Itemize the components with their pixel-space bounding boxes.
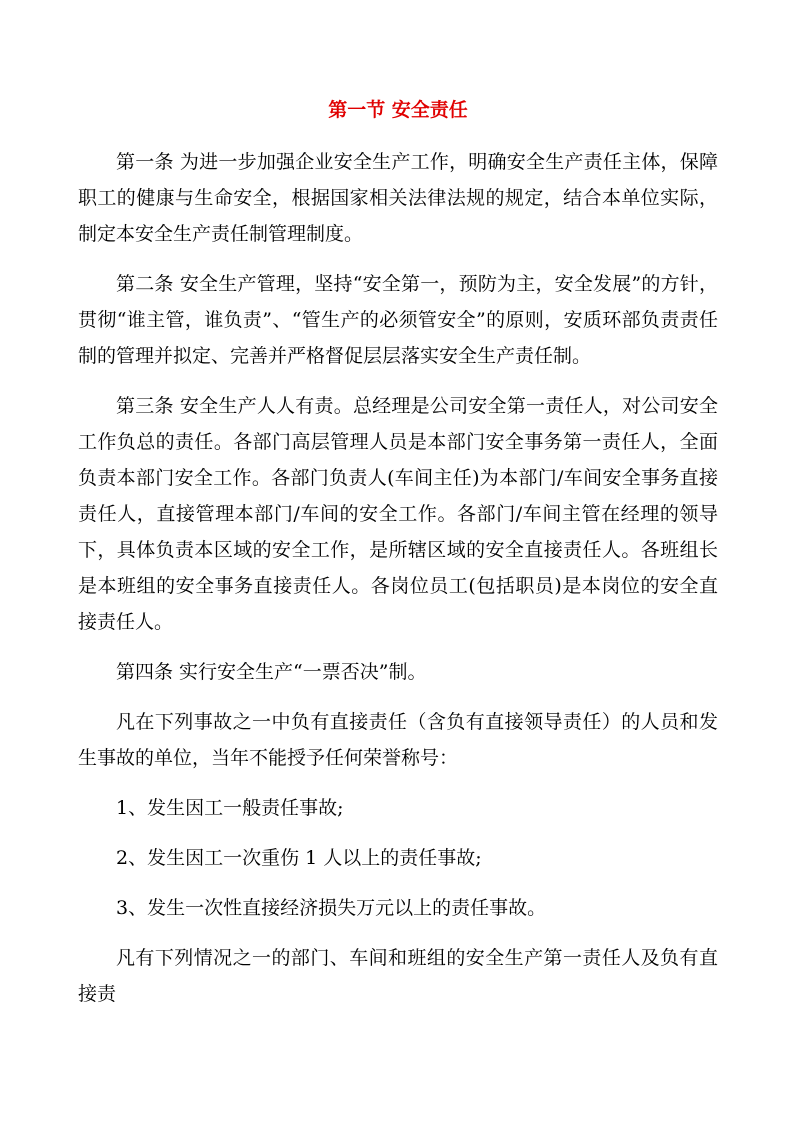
responsibility-paragraph-start: 凡有下列情况之一的部门、车间和班组的安全生产第一责任人及负有直接责 bbox=[78, 947, 718, 1005]
article-2-paragraph: 第二条 安全生产管理，坚持“安全第一，预防为主，安全发展”的方针，贯彻“谁主管，谁负责”、“管生产的必须管安全”的原则，安质环部负责责任制的管理并拟定、完善并严格督促层层落实安全生产责任制。 bbox=[78, 273, 718, 367]
honor-restriction-paragraph: 凡在下列事故之一中负有直接责任（含负有直接领导责任）的人员和发生事故的单位，当年不能授予任何荣誉称号： bbox=[78, 711, 718, 769]
article-4-paragraph: 第四条 实行安全生产“一票否决”制。 bbox=[116, 661, 427, 683]
list-item-2: 2、发生因工一次重伤 1 人以上的责任事故; bbox=[116, 847, 482, 869]
list-item-1: 1、发生因工一般责任事故; bbox=[116, 797, 344, 819]
article-1-paragraph: 第一条 为进一步加强企业安全生产工作，明确安全生产责任主体，保障职工的健康与生命安全，根据国家相关法律法规的规定，结合本单位实际，制定本安全生产责任制管理制度。 bbox=[78, 151, 718, 245]
document-body bbox=[78, 92, 718, 1026]
list-item-3: 3、发生一次性直接经济损失万元以上的责任事故。 bbox=[116, 897, 547, 919]
section-title: 第一节 安全责任 bbox=[328, 99, 468, 121]
article-3-paragraph: 第三条 安全生产人人有责。总经理是公司安全第一责任人，对公司安全工作负总的责任。各部门高层管理人员是本部门安全事务第一责任人，全面负责本部门安全工作。各部门负责人(车间主任)为本部门/车间安全事务直接责任人，直接管理本部门/车间的安全工作。各部门/车间主管在经理的领导下，具体负责本区域的安全工作，是所辖区域的安全直接责任人。各班组长是本班组的安全事务直接责任人。各岗位员工(包括职员)是本岗位的安全直接责任人。 bbox=[78, 395, 718, 633]
